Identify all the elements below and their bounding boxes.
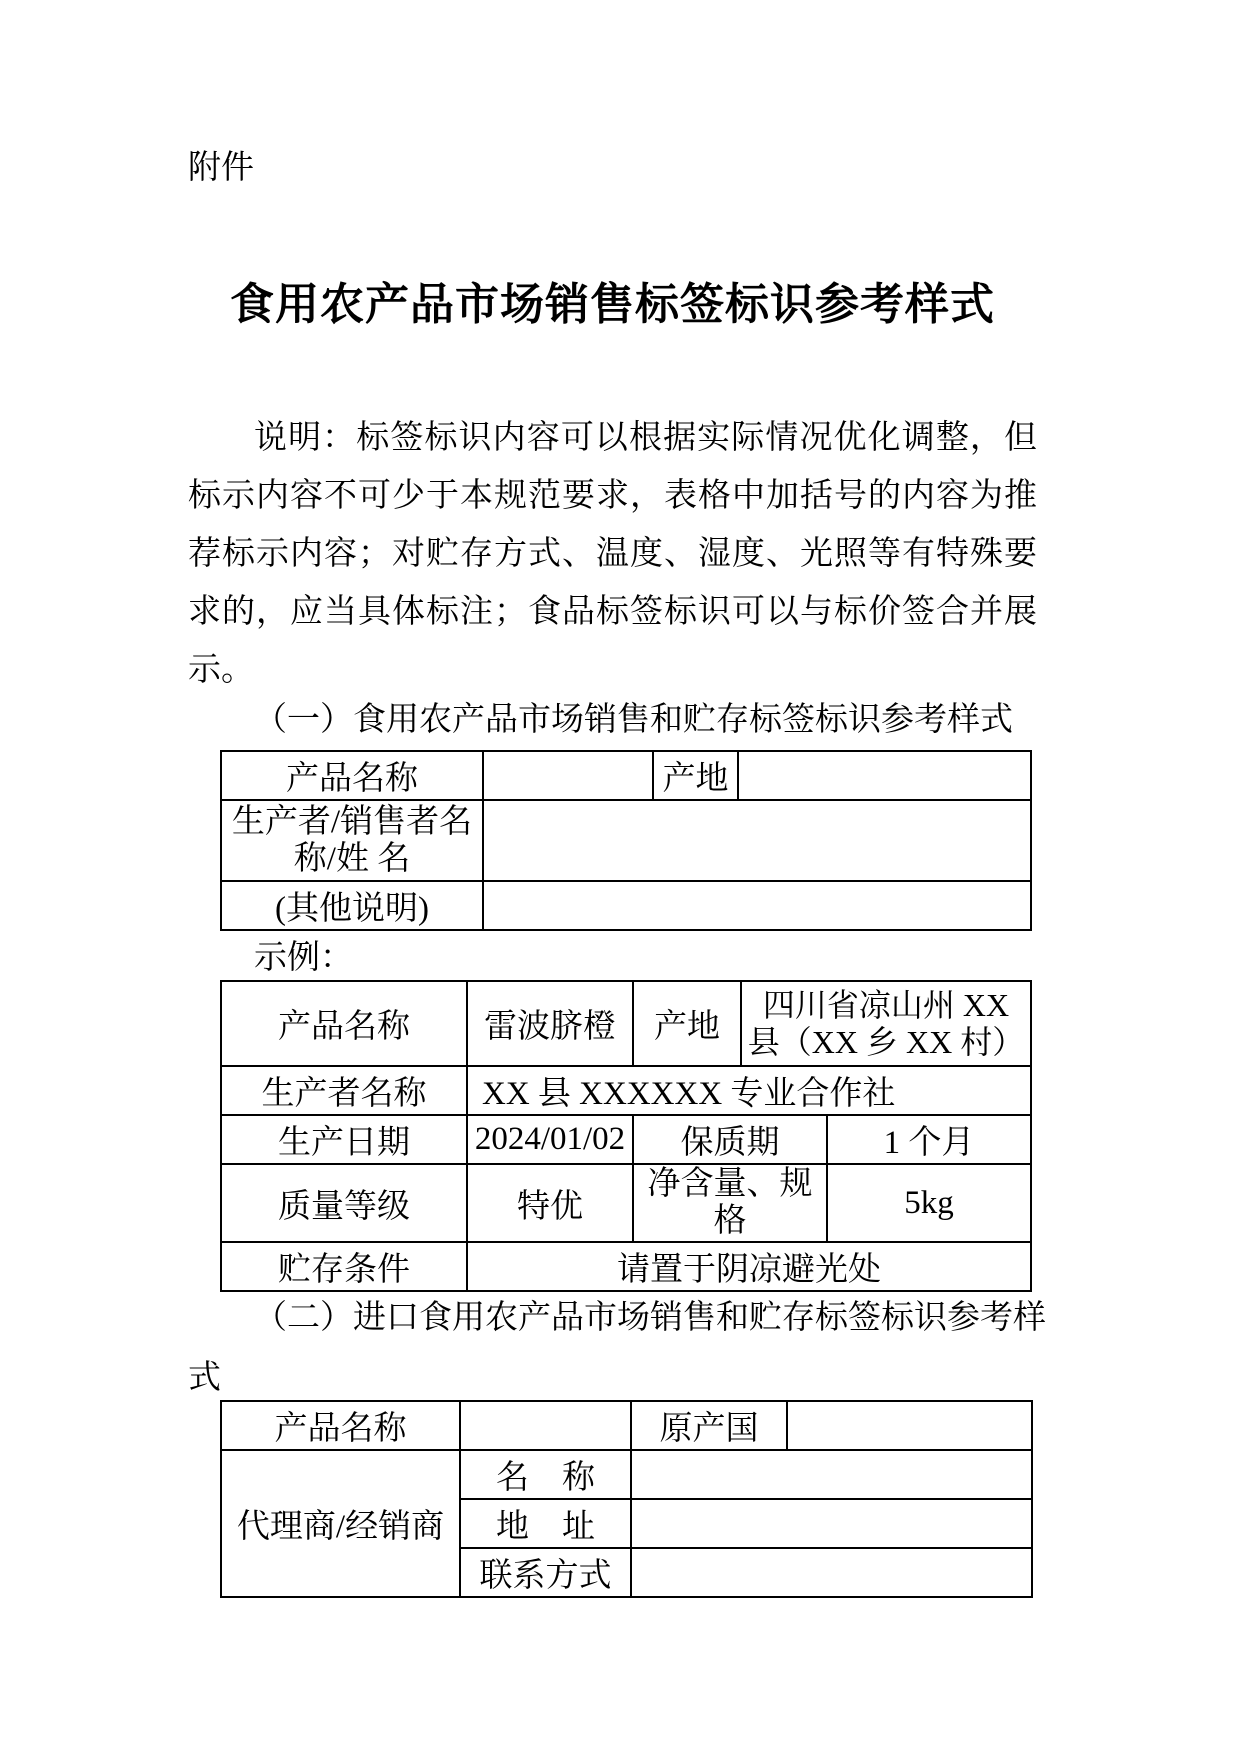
section1-heading: （一）食用农产品市场销售和贮存标签标识参考样式	[254, 702, 1013, 738]
t3-address-value-cell	[631, 1499, 1032, 1548]
t2-origin-value-cell	[741, 981, 1031, 1066]
t3-origin-country-value-cell	[787, 1401, 1032, 1450]
blank-label-table	[220, 750, 1032, 931]
t2-origin-value-line1: 四川省凉山州 XX	[762, 986, 1010, 1023]
t1-producer-label-line2: 称/姓 名	[293, 840, 411, 877]
example-table	[220, 980, 1032, 1292]
intro-line-4: 求的，应当具体标注；食品标签标识可以与标价签合并展	[188, 594, 1037, 630]
t2-net-content-value-cell: 5kg	[827, 1164, 1031, 1242]
t3-address-label-cell: 地 址	[460, 1499, 631, 1548]
t2-production-date-value-cell: 2024/01/02	[467, 1115, 633, 1164]
t3-origin-country-label-cell: 原产国	[631, 1401, 787, 1450]
t3-product-name-label-cell: 产品名称	[221, 1401, 460, 1450]
attachment-label: 附件	[188, 150, 254, 186]
t2-producer-label-cell: 生产者名称	[221, 1066, 467, 1115]
import-label-table	[220, 1400, 1033, 1598]
t2-shelf-life-label-cell: 保质期	[633, 1115, 827, 1164]
page-title: 食用农产品市场销售标签标识参考样式	[230, 280, 995, 329]
t2-origin-value-line2: 县（XX 乡 XX 村）	[747, 1023, 1025, 1060]
t3-product-name-value-cell	[460, 1401, 631, 1450]
t2-shelf-life-value-cell: 1 个月	[827, 1115, 1031, 1164]
intro-line-1: 说明：标签标识内容可以根据实际情况优化调整，但	[254, 420, 1037, 456]
t1-producer-label-line1: 生产者/销售者名	[231, 803, 473, 840]
t2-quality-grade-value-cell: 特优	[467, 1164, 633, 1242]
t1-origin-label-cell: 产地	[653, 751, 738, 800]
t1-producer-value-cell	[483, 800, 1031, 881]
t2-net-content-label-line1: 净含量、规	[647, 1166, 813, 1202]
t1-origin-value-cell	[738, 751, 1031, 800]
t2-net-content-label-cell	[633, 1164, 827, 1242]
t2-origin-label-cell: 产地	[633, 981, 741, 1066]
t2-quality-grade-label-cell: 质量等级	[221, 1164, 467, 1242]
intro-line-5: 示。	[188, 652, 254, 688]
t2-storage-value-cell: 请置于阴凉避光处	[467, 1242, 1031, 1291]
t3-name-value-cell	[631, 1450, 1032, 1499]
t3-agent-label-cell: 代理商/经销商	[221, 1450, 460, 1597]
t1-other-note-label-cell: (其他说明)	[221, 881, 483, 930]
t2-product-name-value-cell: 雷波脐橙	[467, 981, 633, 1066]
t1-producer-label-cell	[221, 800, 483, 881]
t3-name-label-cell: 名 称	[460, 1450, 631, 1499]
t1-product-name-label-cell: 产品名称	[221, 751, 483, 800]
t3-contact-value-cell	[631, 1548, 1032, 1597]
example-label: 示例：	[254, 940, 353, 976]
t2-product-name-label-cell: 产品名称	[221, 981, 467, 1066]
intro-line-3: 荐标示内容；对贮存方式、温度、湿度、光照等有特殊要	[188, 536, 1037, 572]
section2-heading-line2: 式	[188, 1360, 221, 1396]
t1-other-note-value-cell	[483, 881, 1031, 930]
t3-contact-label-cell: 联系方式	[460, 1548, 631, 1597]
t2-producer-value-cell: XX 县 XXXXXX 专业合作社	[467, 1066, 1031, 1115]
t2-net-content-label-line2: 格	[713, 1203, 747, 1239]
t1-product-name-value-cell	[483, 751, 653, 800]
t2-production-date-label-cell: 生产日期	[221, 1115, 467, 1164]
section2-heading-line1: （二）进口食用农产品市场销售和贮存标签标识参考样	[254, 1300, 1046, 1336]
t2-storage-label-cell: 贮存条件	[221, 1242, 467, 1291]
intro-line-2: 标示内容不可少于本规范要求，表格中加括号的内容为推	[188, 478, 1037, 514]
